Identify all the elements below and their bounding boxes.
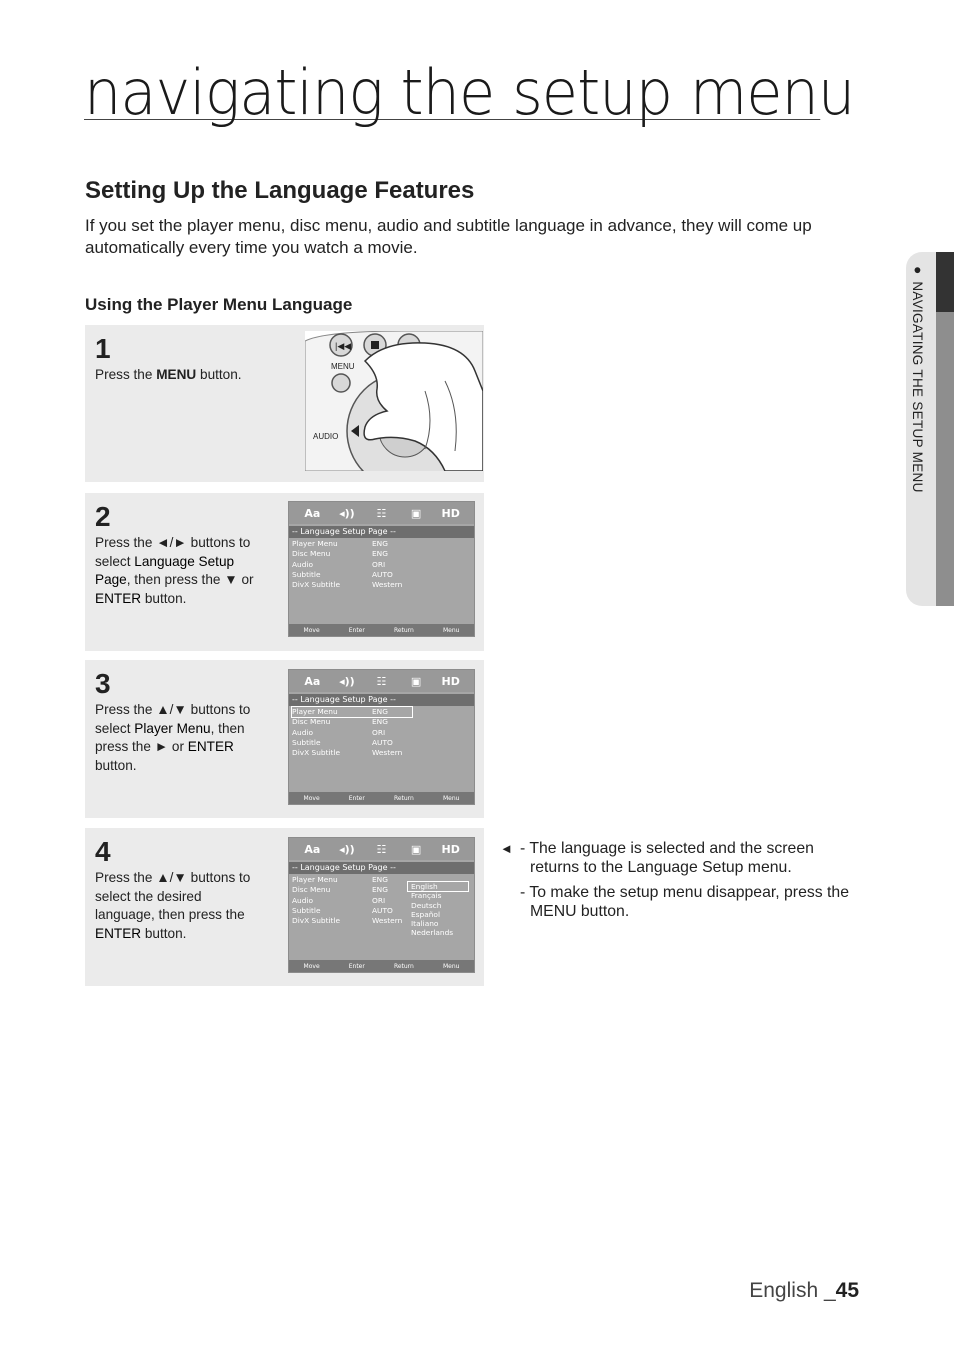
note-block xyxy=(500,839,850,927)
screen-icon-bar xyxy=(289,838,474,860)
menu-label: MENU xyxy=(331,362,355,371)
step-1-panel xyxy=(85,325,484,482)
screen-settings-list: Player Menu ENG Disc Menu ENG Audio ORI Subtitle AUTO DivX Subtitle Western xyxy=(292,539,403,590)
language-option: Deutsch xyxy=(411,900,442,910)
step-number: 2 xyxy=(95,501,111,532)
display-icon: ☷ xyxy=(376,506,387,520)
language-option: Italiano xyxy=(411,919,439,929)
step-instruction: Press the MENU button. xyxy=(95,367,242,382)
remote-control-illustration xyxy=(305,331,483,471)
audio-icon: ◂)) xyxy=(339,506,355,520)
step-number: 3 xyxy=(95,668,111,699)
language-options-list xyxy=(408,882,468,938)
footer-language: English _ xyxy=(749,1279,836,1302)
note-item: - To make the setup menu disappear, press the MENU button. xyxy=(520,884,850,920)
audio-icon: ◂)) xyxy=(339,842,355,856)
section-heading: Setting Up the Language Features xyxy=(85,177,475,204)
page-footer xyxy=(749,1279,859,1303)
audio-label: AUDIO xyxy=(313,432,339,441)
language-option: Español xyxy=(411,909,440,919)
language-option: Nederlands xyxy=(411,928,454,938)
screen-icon-bar xyxy=(289,670,474,692)
step-4-panel xyxy=(85,828,484,986)
screen-footer: Move Enter Return Menu xyxy=(289,960,474,972)
language-icon: Aa xyxy=(304,842,321,856)
step-instruction: Press the ◄/► buttons to select Language Setup Page, then press the ▼ or ENTER button. xyxy=(95,535,254,606)
screen-settings-list: Player Menu ENG Disc Menu ENG Audio ORI Subtitle AUTO DivX Subtitle Western xyxy=(292,707,412,758)
step-number: 1 xyxy=(95,333,111,364)
language-setup-screen xyxy=(288,669,475,805)
language-setup-screen xyxy=(288,837,475,973)
display-icon: ☷ xyxy=(376,842,387,856)
language-option: Français xyxy=(411,891,442,901)
step-3-panel xyxy=(85,660,484,818)
intro-paragraph: If you set the player menu, disc menu, audio and subtitle language in advance, they will come up automatically every time you watch a movie. xyxy=(85,216,812,257)
svg-text:|◀◀: |◀◀ xyxy=(335,341,352,351)
lock-icon: ▣ xyxy=(410,674,422,688)
screen-icon-bar xyxy=(289,502,474,524)
screen-settings-list: Player Menu ENG Disc Menu ENG Audio ORI Subtitle AUTO DivX Subtitle Western xyxy=(292,875,403,926)
screen-footer: Move Enter Return Menu xyxy=(289,624,474,636)
hd-icon: HD xyxy=(441,674,460,688)
hd-icon: HD xyxy=(441,842,460,856)
lock-icon: ▣ xyxy=(410,842,422,856)
hd-icon: HD xyxy=(441,506,460,520)
language-icon: Aa xyxy=(304,674,321,688)
step-instruction: Press the ▲/▼ buttons to select Player Menu, then press the ► or ENTER button. xyxy=(95,702,251,773)
step-2-panel xyxy=(85,493,484,651)
sub-heading: Using the Player Menu Language xyxy=(85,295,353,314)
display-icon: ☷ xyxy=(376,674,387,688)
language-option-selected: English xyxy=(408,882,468,891)
audio-icon: ◂)) xyxy=(339,674,355,688)
screen-header: -- Language Setup Page -- xyxy=(289,526,474,538)
page-title: navigating the setup menu xyxy=(84,56,855,129)
side-chapter-label: ● NAVIGATING THE SETUP MENU xyxy=(910,262,925,493)
note-item: - The language is selected and the screen returns to the Language Setup menu. xyxy=(520,840,814,876)
language-icon: Aa xyxy=(304,506,321,520)
page-number: 45 xyxy=(835,1279,859,1302)
lock-icon: ▣ xyxy=(410,506,422,520)
step-instruction: Press the ▲/▼ buttons to select the desired language, then press the ENTER button. xyxy=(95,870,251,941)
screen-header: -- Language Setup Page -- xyxy=(289,694,474,706)
note-marker-icon: ◄ xyxy=(500,841,513,856)
player-menu-row-selected: Player Menu ENG xyxy=(292,707,412,717)
step-number: 4 xyxy=(95,836,111,867)
screen-footer: Move Enter Return Menu xyxy=(289,792,474,804)
language-setup-screen xyxy=(288,501,475,637)
screen-header: -- Language Setup Page -- xyxy=(289,862,474,874)
